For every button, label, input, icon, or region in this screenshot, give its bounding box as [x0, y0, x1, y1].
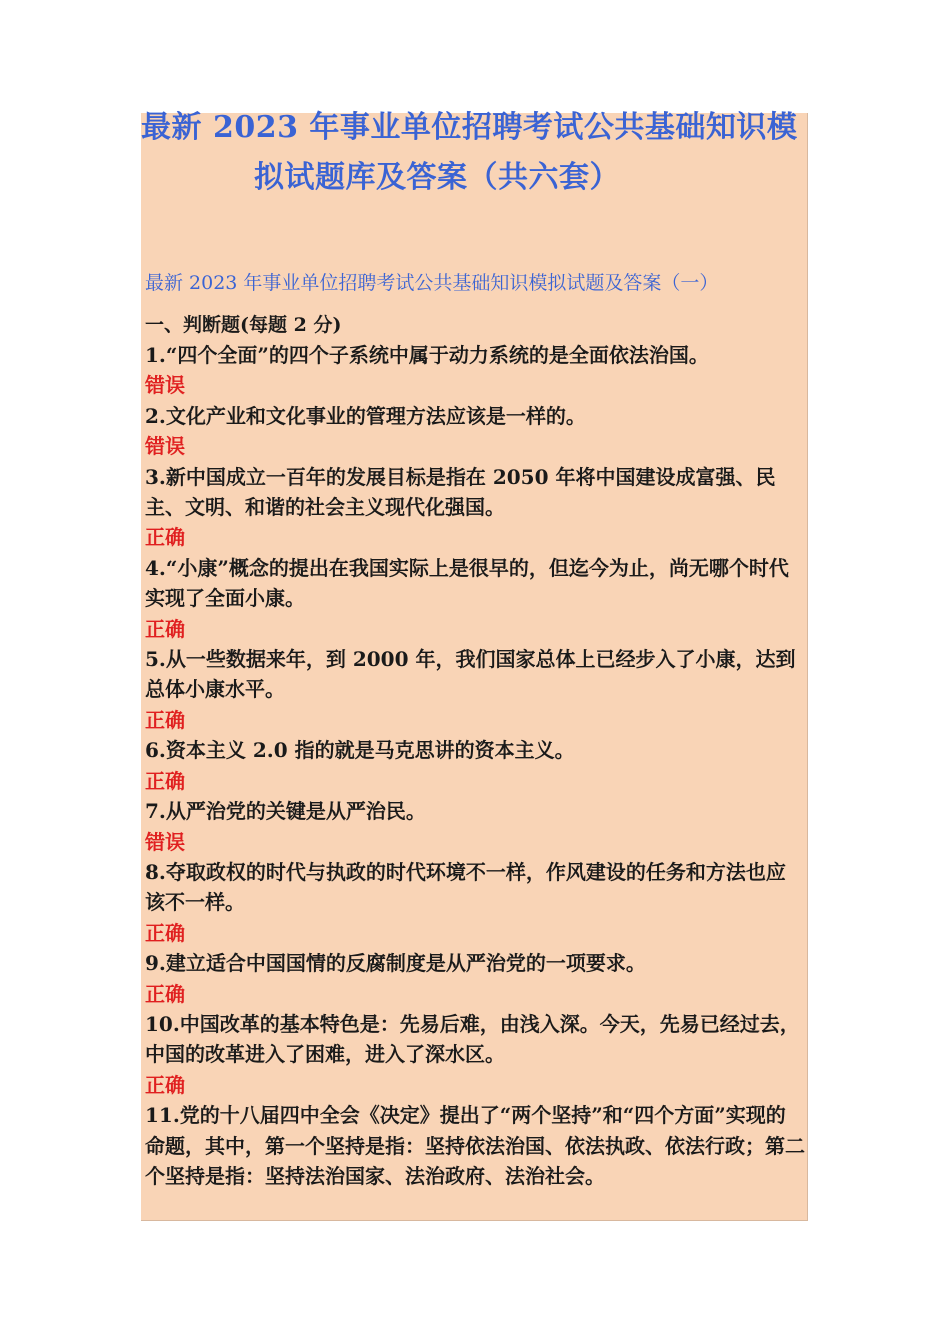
document-title-line-1: 最新 2023 年事业单位招聘考试公共基础知识模 [141, 110, 798, 145]
question-item [145, 1009, 805, 1100]
answer-label: 正确 [145, 1072, 185, 1097]
question-item [145, 401, 805, 462]
answer-label: 正确 [145, 525, 185, 550]
question-text: 7.从严治党的关键是从严治民。 [145, 799, 426, 824]
question-text: 9.建立适合中国国情的反腐制度是从严治党的一项要求。 [145, 951, 646, 976]
exam-subtitle: 最新 2023 年事业单位招聘考试公共基础知识模拟试题及答案（一） [145, 272, 719, 294]
question-item [145, 553, 805, 644]
question-item [145, 462, 805, 553]
answer-label: 错误 [145, 829, 185, 854]
question-item [145, 735, 805, 796]
answer-label: 错误 [145, 373, 185, 398]
answer-label: 正确 [145, 768, 185, 793]
answer-label: 正确 [145, 981, 185, 1006]
answer-label: 错误 [145, 434, 185, 459]
answer-label: 正确 [145, 920, 185, 945]
document-title-line-2: 拟试题库及答案（共六套） [254, 160, 620, 195]
question-text: 8.夺取政权的时代与执政的时代环境不一样，作风建设的任务和方法也应该不一样。 [145, 859, 786, 915]
question-text: 5.从一些数据来年，到 2000 年，我们国家总体上已经步入了小康，达到总体小康水平。 [145, 647, 796, 702]
question-item [145, 644, 805, 735]
question-text: 2.文化产业和文化事业的管理方法应该是一样的。 [145, 403, 586, 428]
question-text: 4.“小康”概念的提出在我国实际上是很早的，但迄今为止，尚无哪个时代实现了全面小康。 [145, 555, 789, 611]
document-body [145, 266, 805, 1191]
question-item [145, 948, 805, 1009]
question-item [145, 1100, 805, 1191]
question-text: 10.中国改革的基本特色是：先易后难，由浅入深。今天，先易已经过去，中国的改革进入了困难，进入了深水区。 [145, 1011, 800, 1067]
question-item [145, 857, 805, 948]
section-heading: 一、判断题(每题 2 分) [145, 314, 342, 336]
question-item [145, 340, 805, 401]
question-item [145, 796, 805, 857]
answer-label: 正确 [145, 616, 185, 641]
answer-label: 正确 [145, 707, 185, 732]
question-text: 1.“四个全面”的四个子系统中属于动力系统的是全面依法治国。 [145, 343, 709, 367]
question-text: 11.党的十八届四中全会《决定》提出了“两个坚持”和“四个方面”实现的命题，其中，第一个坚持是指：坚持依法治国、依法执政、依法行政；第二个坚持是指：坚持法治国家、法治政府、法治社会。 [145, 1103, 805, 1188]
question-text: 3.新中国成立一百年的发展目标是指在 2050 年将中国建设成富强、民主、文明、和谐的社会主义现代化强国。 [145, 464, 776, 520]
document-title [141, 103, 821, 203]
question-text: 6.资本主义 2.0 指的就是马克思讲的资本主义。 [145, 738, 575, 763]
